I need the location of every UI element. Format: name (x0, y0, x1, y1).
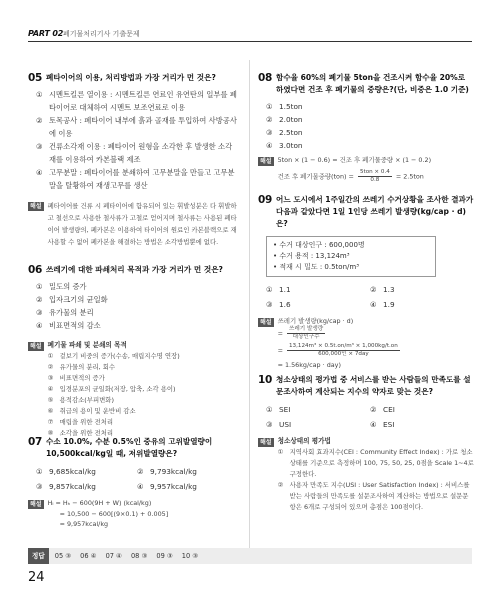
page-number: 24 (28, 570, 45, 585)
explanation-item: ⑦ 매립을 위한 전처리 (47, 418, 114, 426)
explanation-badge: 해설 (260, 319, 272, 326)
option-1[interactable]: ① SEI (266, 405, 291, 414)
option-2[interactable]: ② CEI (370, 405, 395, 414)
fraction: $\frac{\text{13,124m³ × 0.5t.on/m³ × 1,000kg/t.on}}{\text{600,000인 × 7day}}$ (288, 343, 398, 357)
column-divider (249, 60, 250, 556)
explanation-badge: 해설 (260, 158, 272, 165)
answer-item: 08 ③ (130, 551, 148, 560)
explanation-item: ⑤ 용적감소(부피변화) (47, 396, 114, 404)
question-text: 쓰레기에 대한 파쇄처리 목적과 가장 거리가 먼 것은? (46, 265, 223, 274)
explanation (258, 155, 474, 184)
question-text: 폐타이어의 이용, 처리방법과 가장 거리가 먼 것은? (46, 73, 216, 82)
explanation-item: ① 겉보기 비중의 증가(수송, 매립지수명 연장) (47, 352, 180, 360)
explanation-title: 청소상태의 평가법 (277, 437, 331, 445)
formula-line: = 10,500 − 600[(9×0.1) + 0.005] (59, 509, 169, 518)
option-2[interactable]: ② 1.3 (370, 285, 395, 294)
answer-item: 06 ④ (80, 551, 97, 560)
formula-line: 5ton × (1 − 0.6) = 건조 후 폐기물중량 × (1 − 0.2) (277, 156, 432, 164)
option-grid (258, 402, 474, 432)
option-4[interactable]: ④ ESI (370, 420, 395, 429)
answer-item: 07 ④ (105, 551, 122, 560)
explanation (28, 340, 238, 439)
question-number: 06 (28, 264, 43, 276)
explanation-text: 폐타이어를 건류 시 폐타이어에 함유되어 있는 휘발성분은 다 휘발하고 철선으로 사용한 철사류가 고철로 얻어지며 철사류는 사용된 폐타이어 발생량의, 폐카본은 이용하여 타이어의 원료인 카본블랙으로 재사용할 수 없어 폐카본을 해결하는 방법은 소각방법뿐에 없다. (47, 202, 237, 246)
option-3[interactable]: ③ 2.5ton (266, 128, 303, 137)
explanation (28, 200, 238, 248)
option-1[interactable]: ① 시멘트킬른 열이용 : 시멘트킬른 연료인 유연탄의 일부를 폐타이어로 대체하여 시멘트 보조연료로 이용 (36, 90, 237, 112)
header-rule (28, 41, 472, 42)
option-3[interactable]: ③ 유가물의 분리 (36, 308, 94, 317)
explanation-body (278, 155, 474, 184)
formula-line: = 1.56kg/cap · day) (277, 361, 341, 369)
option-3[interactable]: ③ 1.6 (266, 300, 291, 309)
formula-line: = 9,957kcal/kg (59, 520, 109, 528)
question-text: 청소상태의 평가법 중 서비스를 받는 사람들의 만족도를 설문조사하여 계산되는 지수의 약자로 맞는 것은? (276, 375, 471, 396)
formula-line: = $\frac{\text{13,124m³ × 0.5t.on/m³ × 1,000kg/t.on}}{\text{600,000인 × 7day}}$ (277, 343, 398, 357)
explanation (258, 436, 474, 513)
explanation-badge: 해설 (30, 203, 42, 210)
explanation-body (278, 436, 474, 513)
formula-line: = $\frac{\text{쓰레기 발생량}}{\text{대상인구수}}$ (277, 326, 324, 340)
question-text: 수소 10.0%, 수분 0.5%인 중유의 고위발열량이 10,500kcal/kg일 때, 저위발열량은? (46, 437, 213, 458)
question-number: 10 (258, 374, 273, 386)
option-1[interactable]: ① 밀도의 증가 (36, 282, 87, 291)
option-list (258, 100, 474, 152)
answer-item: 05 ③ (54, 551, 72, 560)
option-1[interactable]: ① 9,685kcal/kg (36, 467, 96, 476)
page-header (0, 0, 500, 46)
option-3[interactable]: ③ 건류소각재 이용 : 폐타이어 원형을 소각한 후 발생한 소각재를 이용하여 카본블랙 제조 (36, 142, 233, 164)
option-4[interactable]: ④ 3.0ton (266, 141, 303, 150)
option-grid (258, 282, 474, 312)
explanation-item: ④ 입경분포의 균일화(저장, 압축, 소각 용이) (47, 385, 176, 393)
formula-line: Hₗ = Hₕ − 600(9H + W) (kcal/kg) (47, 499, 152, 507)
question-05 (28, 72, 238, 248)
fraction: $\frac{\text{쓰레기 발생량}}{\text{대상인구수}}$ (288, 326, 324, 340)
formula-line: 건조 후 폐기물중량(ton) = $\frac{\text{5ton × 0.4}}{0.8}$ = 2.5ton (277, 169, 424, 183)
question-08 (258, 72, 474, 184)
question-text: 함수율 60%의 폐기물 5ton을 건조시켜 함수율 20%로 하였다면 건조 후 폐기물의 중량은?(단, 비중은 1.0 기준) (276, 73, 469, 94)
explanation-badge: 해설 (30, 343, 42, 350)
option-2[interactable]: ② 입자크기의 균일화 (36, 295, 108, 304)
question-10 (258, 374, 474, 513)
explanation-item: ② 유가물의 분리, 회수 (47, 363, 116, 371)
explanation-item: ⑧ 소각을 위한 전처리 (47, 429, 114, 437)
question-text: 어느 도시에서 1주일간의 쓰레기 수거상황을 조사한 결과가 다음과 같았다면 1일 1인당 쓰레기 발생량(kg/cap · d)은? (276, 195, 474, 228)
explanation-body (278, 316, 474, 370)
question-07 (28, 436, 238, 530)
part-label: PART 02 (28, 29, 64, 38)
option-2[interactable]: ② 토목공사 : 폐타이어 내부에 흙과 골재를 투입하여 사방공사에 이용 (36, 116, 237, 138)
option-4[interactable]: ④ 고무분말 : 폐타이어를 분쇄하여 고무분말을 만들고 고무분말을 탈황하여 재생고무를 생산 (36, 168, 235, 190)
question-06 (28, 264, 238, 439)
option-3[interactable]: ③ USI (266, 420, 292, 429)
option-1[interactable]: ① 1.5ton (266, 102, 303, 111)
answer-item: 10 ③ (181, 551, 199, 560)
option-list (28, 88, 238, 192)
option-list (28, 280, 238, 332)
question-09 (258, 194, 474, 370)
explanation-badge: 해설 (260, 439, 272, 446)
explanation-badge: 해설 (30, 501, 42, 508)
question-number: 09 (258, 194, 273, 206)
explanation-item: ② 사용자 만족도 지수(USI : User Satisfaction Index) : 서비스를 받는 사람들의 만족도를 설문조사하여 계산하는 방법으로 설문문항은 6개로 구성되어 있으며 총점은 100점이다. (277, 481, 470, 511)
explanation-body (48, 498, 238, 530)
formula-line: 쓰레기 발생량(kg/cap · d) (277, 317, 354, 325)
explanation-body (48, 340, 238, 439)
option-4[interactable]: ④ 비표면적의 감소 (36, 321, 101, 330)
explanation-item: ⑥ 취급의 용이 및 운반비 감소 (47, 407, 136, 415)
question-number: 08 (258, 72, 273, 84)
option-2[interactable]: ② 9,793kcal/kg (137, 467, 197, 476)
explanation-item: ① 지역사회 효과지수(CEI : Community Effect Index) : 가로 청소상태를 기준으로 측정하며 100, 75, 50, 25, 0점을 Scale 1~4로 구정한다. (277, 448, 474, 478)
explanation (258, 316, 474, 370)
option-2[interactable]: ② 2.0ton (266, 115, 303, 124)
option-3[interactable]: ③ 9,857kcal/kg (36, 482, 96, 491)
option-4[interactable]: ④ 9,957kcal/kg (137, 482, 197, 491)
option-grid (28, 464, 238, 494)
answer-bar (28, 548, 472, 564)
explanation (28, 498, 238, 530)
explanation-title: 폐기물 파쇄 및 분쇄의 목적 (47, 341, 127, 349)
book-title: 폐기물처리기사 기출문제 (63, 29, 140, 38)
option-4[interactable]: ④ 1.9 (370, 300, 395, 309)
fraction: $\frac{\text{5ton × 0.4}}{0.8}$ (359, 169, 390, 183)
option-1[interactable]: ① 1.1 (266, 285, 291, 294)
data-box: • 수거 대상인구 : 600,000명 • 수거 용적 : 13,124m³ • 적재 시 밀도 : 0.5ton/m³ (266, 236, 436, 277)
answer-item: 09 ③ (156, 551, 173, 560)
answer-label: 정답 (28, 548, 49, 564)
question-number: 05 (28, 72, 43, 84)
question-number: 07 (28, 436, 43, 448)
explanation-item: ③ 비표면적의 증가 (47, 374, 105, 382)
